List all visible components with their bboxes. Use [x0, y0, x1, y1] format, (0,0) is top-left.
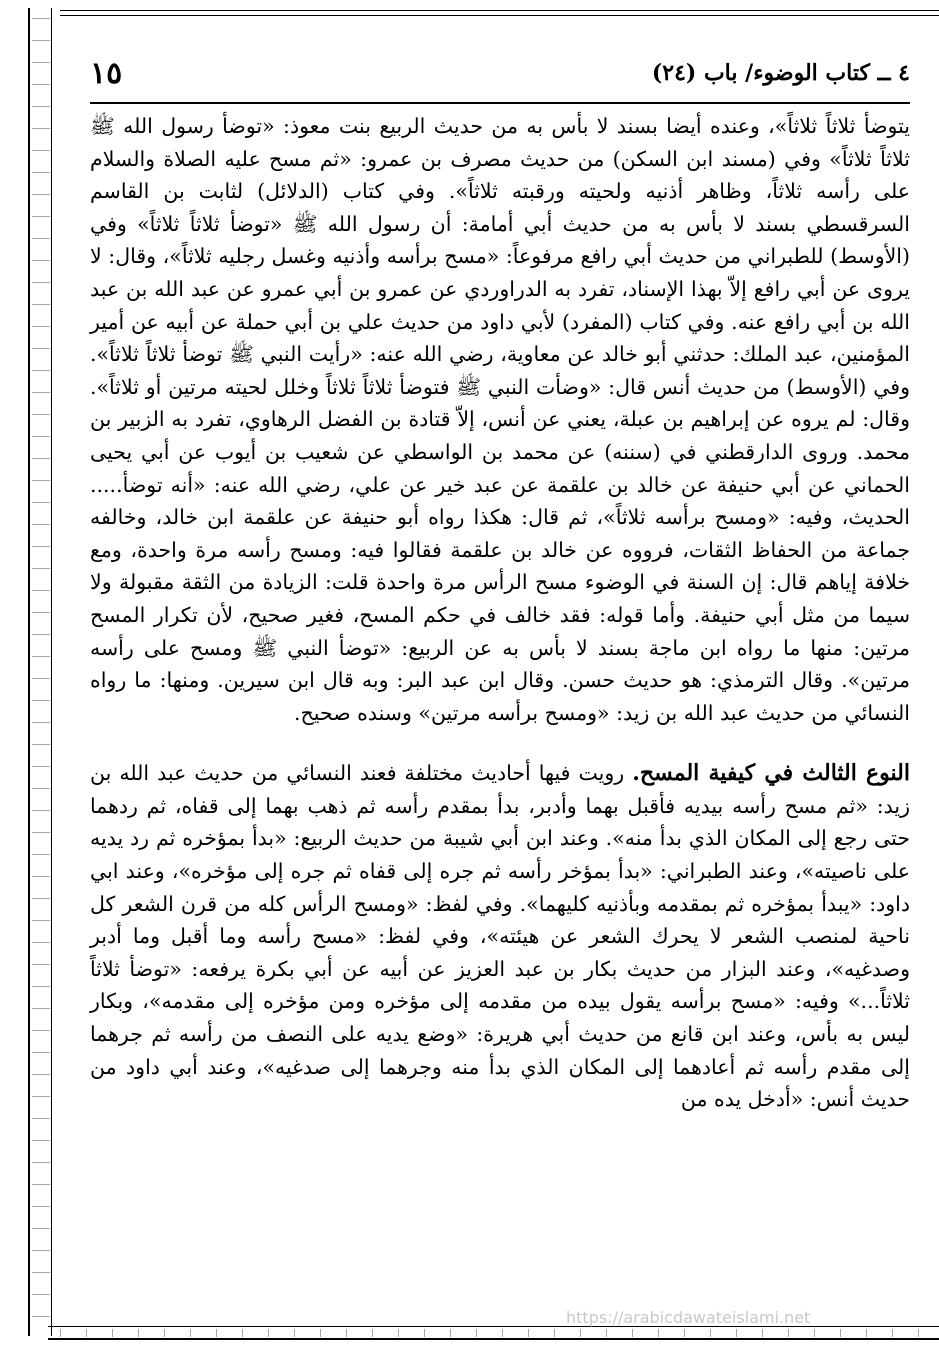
left-border-pattern	[32, 8, 50, 1336]
bottom-border-ornament	[48, 1326, 939, 1340]
paragraph-1: يتوضأ ثلاثاً ثلاثاً»، وعنده أيضا بسند لا بأس به من حديث الربيع بنت معوذ: «توضأ رسول الله ﷺ ثلاثاً ثلاثاً» وفي (مسند ابن السكن) من حديث مصرف بن عمرو: «ثم مسح عليه الصلاة والسلام على رأسه ثلاثاً، وظاهر أذنيه ولحيته ورقبته ثلاثاً». وفي كتاب (الدلائل) لثابت بن القاسم السرقسطي بسند لا بأس به من حديث أبي أمامة: أن رسول الله ﷺ «توضأ ثلاثاً ثلاثاً» وفي (الأوسط) للطبراني من حديث أبي رافع مرفوعاً: «مسح برأسه وأذنيه وغسل رجليه ثلاثاً»، وقال: لا يروى عن أبي رافع إلاّ بهذا الإسناد، تفرد به الدراوردي عن عمرو بن أبي عمرو عن عبد الله بن عبد الله بن أبي رافع عنه. وفي كتاب (المفرد) لأبي داود من حديث علي بن أبي حملة عن أبيه عن أمير المؤمنين، عبد الملك: حدثني أبو خالد عن معاوية، رضي الله عنه: «رأيت النبي ﷺ توضأ ثلاثاً ثلاثاً». وفي (الأوسط) من حديث أنس قال: «وضأت النبي ﷺ فتوضأ ثلاثاً ثلاثاً وخلل لحيته مرتين أو ثلاثاً». وقال: لم يروه عن إبراهيم بن عبلة، يعني عن أنس، إلاّ قتادة بن الفضل الرهاوي، تفرد به الزبير بن محمد. وروى الدارقطني في (سننه) عن محمد بن الواسطي عن شعيب بن أيوب عن أبي يحيى الحماني عن أبي حنيفة عن خالد بن علقمة عن عبد خير عن علي، رضي الله عنه: «أنه توضأ..... الحديث، وفيه: «ومسح برأسه ثلاثاً»، ثم قال: هكذا رواه أبو حنيفة عن علقمة ابن خالد، وخالفه جماعة من الحفاظ الثقات، فرووه عن خالد بن علقمة فقالوا فيه: ومسح رأسه مرة واحدة، ومع خلافة إياهم قال: إن السنة في الوضوء مسح الرأس مرة واحدة قلت: الزيادة من الثقة مقبولة ولا سيما من مثل أبي حنيفة. وأما قوله: فقد خالف في حكم المسح، فغير صحيح، لأن تكرار المسح مرتين: منها ما رواه ابن ماجة بسند لا بأس به عن الربيع: «توضأ النبي ﷺ ومسح على رأسه مرتين». وقال الترمذي: هو حديث حسن. وقال ابن عبد البر: وبه قال ابن سيرين. ومنها: ما رواه النسائي من حديث عبد الله بن زيد: «ومسح برأسه مرتين» وسنده صحيح.	[90, 114, 910, 725]
page-body	[90, 110, 910, 1116]
top-border-ornament	[60, 10, 939, 16]
page-number: ١٥	[90, 56, 123, 91]
page-header	[90, 56, 910, 102]
chapter-title: ٤ ــ كتاب الوضوء/ باب (٢٤)	[651, 60, 910, 86]
section-paragraph	[90, 757, 910, 1116]
section-heading: النوع الثالث في كيفية المسح.	[632, 760, 910, 787]
left-border-ornament	[28, 8, 52, 1336]
paragraph-gap	[90, 729, 910, 757]
header-divider	[90, 102, 910, 104]
section-text: رويت فيها أحاديث مختلفة فعند النسائي من حديث عبد الله بن زيد: «ثم مسح رأسه بيديه فأقبل بهما وأدبر، بدأ بمقدم رأسه ثم ذهب بهما إلى قفاه، ثم ردهما حتى رجع إلى المكان الذي بدأ منه». وعند ابن أبي شيبة من حديث الربيع: «بدأ بمؤخره ثم رد يديه على ناصيته»، وعند الطبراني: «بدأ بمؤخر رأسه ثم جره إلى قفاه ثم جره إلى مؤخره»، وعند ابي داود: «يبدأ بمؤخره ثم بمقدمه وبأذنيه كليهما». وفي لفظ: «ومسح الرأس كله من قرن الشعر كل ناحية لمنصب الشعر لا يحرك الشعر عن هيئته»، وفي لفظ: «مسح رأسه وما أقبل وما أدبر وصدغيه»، وعند البزار من حديث بكار بن عبد العزيز عن أبيه عن أبي بكرة يرفعه: «توضأ ثلاثاً ثلاثاً...» وفيه: «مسح برأسه يقول بيده من مقدمه إلى مؤخره ومن مؤخره إلى مقدمه»، وبكار ليس به بأس، وعند ابن قانع من حديث أبي هريرة: «وضع يديه على النصف من رأسه ثم جرهما إلى مقدم رأسه ثم أعادهما إلى المكان الذي بدأ منه وجرهما إلى صدغيه»، وعند أبي داود من حديث أنس: «أدخل يده من	[90, 761, 911, 1112]
watermark-url: https://arabicdawateislami.net	[566, 1308, 811, 1327]
bottom-border-pattern	[48, 1329, 939, 1337]
